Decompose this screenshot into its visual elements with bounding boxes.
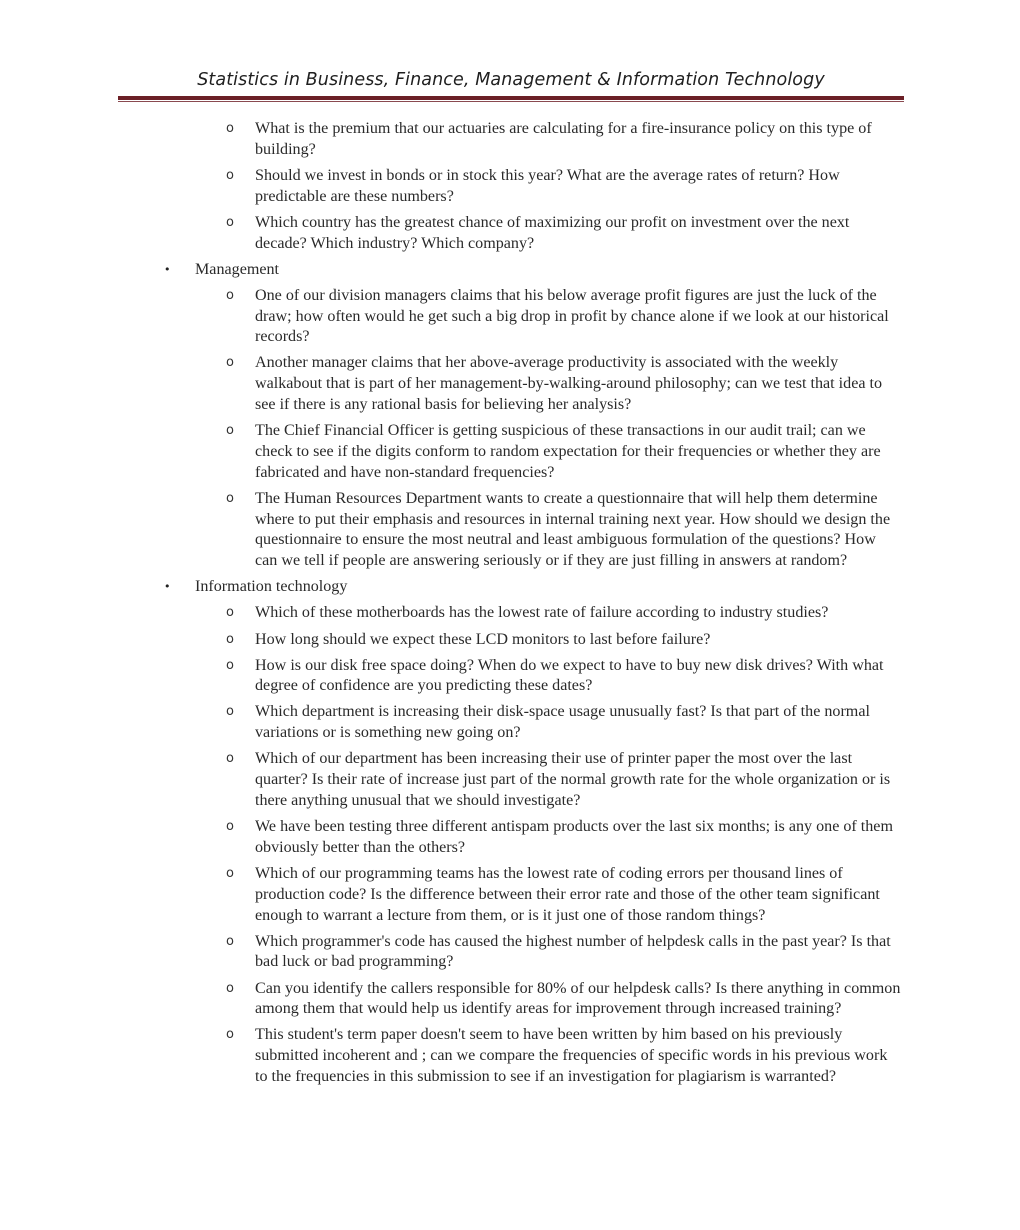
list-item-text: The Human Resources Department wants to create a questionnaire that will help them determine where to put their emphasis and resources in internal training next year. How should we design the questionnaire to ensure the most neutral and least ambiguous formulation of the questions? How can we tell if people are answering seriously or if they are just filling in answers at random? xyxy=(255,489,891,570)
list-item xyxy=(0,1025,901,1087)
list-item xyxy=(0,817,901,859)
hollow-bullet-icon: o xyxy=(226,631,234,647)
list-item xyxy=(0,749,901,811)
list-item xyxy=(0,166,901,208)
list-item xyxy=(0,932,901,974)
list-item xyxy=(0,353,901,415)
hollow-bullet-icon: o xyxy=(226,490,234,506)
section-heading-management xyxy=(0,260,1020,281)
section-label: Information technology xyxy=(195,578,348,596)
hollow-bullet-icon: o xyxy=(226,287,234,303)
list-item-text: The Chief Financial Officer is getting suspicious of these transactions in our audit trail; can we check to see if the digits conform to random expectation for their frequencies or whether they are fabricated and have non-standard frequencies? xyxy=(255,422,881,481)
hollow-bullet-icon: o xyxy=(226,933,234,949)
document-body xyxy=(0,119,1020,1093)
hollow-bullet-icon: o xyxy=(226,704,234,720)
header-rule xyxy=(118,96,904,100)
list-item-text: How is our disk free space doing? When do we expect to have to buy new disk drives? With what degree of confidence are you predicting these dates? xyxy=(255,656,884,695)
hollow-bullet-icon: o xyxy=(226,865,234,881)
list-item xyxy=(0,421,901,483)
list-item-text: Should we invest in bonds or in stock this year? What are the average rates of return? How predictable are these numbers? xyxy=(255,166,840,205)
section-label: Management xyxy=(195,260,280,278)
hollow-bullet-icon: o xyxy=(226,423,234,439)
list-item-text: Which department is increasing their disk-space usage unusually fast? Is that part of the normal variations or is something new going on? xyxy=(255,703,870,742)
hollow-bullet-icon: o xyxy=(226,605,234,621)
header-title: Statistics in Business, Finance, Management & Information Technology xyxy=(197,70,825,90)
list-item xyxy=(0,489,901,572)
list-item xyxy=(0,656,901,698)
list-item xyxy=(0,702,901,744)
page-header xyxy=(118,68,904,92)
list-item-text: One of our division managers claims that his below average profit figures are just the luck of the draw; how often would he get such a big drop in profit by chance alone if we look at our historical records? xyxy=(255,286,889,346)
bullet-icon: • xyxy=(164,580,171,594)
list-item xyxy=(0,213,901,255)
list-item-text: Which of our programming teams has the lowest rate of coding errors per thousand lines of production code? Is the difference between their error rate and those of the other team significant enough to warrant a lecture from them, or is it just one of those random things? xyxy=(255,864,880,924)
hollow-bullet-icon: o xyxy=(226,214,234,230)
list-item xyxy=(0,286,901,348)
list-item xyxy=(0,119,901,161)
list-item-text: Another manager claims that her above-average productivity is associated with the weekly walkabout that is part of her management-by-walking-around philosophy; can we test that idea to see if there is any rational basis for believing her analysis? xyxy=(255,354,883,414)
hollow-bullet-icon: o xyxy=(226,167,234,183)
list-item-text: Which country has the greatest chance of maximizing our profit on investment over the next decade? Which industry? Which company? xyxy=(255,213,850,252)
hollow-bullet-icon: o xyxy=(226,1027,234,1043)
bullet-icon: • xyxy=(164,262,171,276)
hollow-bullet-icon: o xyxy=(226,657,234,673)
list-item-text: How long should we expect these LCD monitors to last before failure? xyxy=(255,630,711,648)
hollow-bullet-icon: o xyxy=(226,751,234,767)
list-item xyxy=(0,979,901,1021)
header-rule-thin xyxy=(118,101,904,102)
list-item-text: Can you identify the callers responsible for 80% of our helpdesk calls? Is there anything in common among them that would help us identify areas for improvement through increased training? xyxy=(255,979,901,1018)
list-item-text: Which of these motherboards has the lowest rate of failure according to industry studies? xyxy=(255,604,829,622)
hollow-bullet-icon: o xyxy=(226,819,234,835)
list-item xyxy=(0,630,901,651)
list-item-text: We have been testing three different antispam products over the last six months; is any one of them obviously better than the others? xyxy=(255,818,893,856)
list-item-text: This student's term paper doesn't seem to have been written by him based on his previously submitted incoherent and ; can we compare the frequencies of specific words in his previous work to the frequencies in this submission to see if an investigation for plagiarism is warranted? xyxy=(255,1026,888,1086)
list-item-text: Which of our department has been increasing their use of printer paper the most over the last quarter? Is their rate of increase just part of the normal growth rate for the whole organization or is there anything unusual that we should investigate? xyxy=(255,750,891,809)
hollow-bullet-icon: o xyxy=(226,121,234,136)
section-heading-information-technology xyxy=(0,577,1020,598)
list-item-text: Which programmer's code has caused the highest number of helpdesk calls in the past year? Is that bad luck or bad programming? xyxy=(255,932,891,971)
list-item xyxy=(0,603,901,624)
list-item xyxy=(0,864,901,926)
list-item-text: What is the premium that our actuaries are calculating for a fire-insurance policy on this type of building? xyxy=(255,120,872,158)
hollow-bullet-icon: o xyxy=(226,980,234,996)
hollow-bullet-icon: o xyxy=(226,355,234,371)
